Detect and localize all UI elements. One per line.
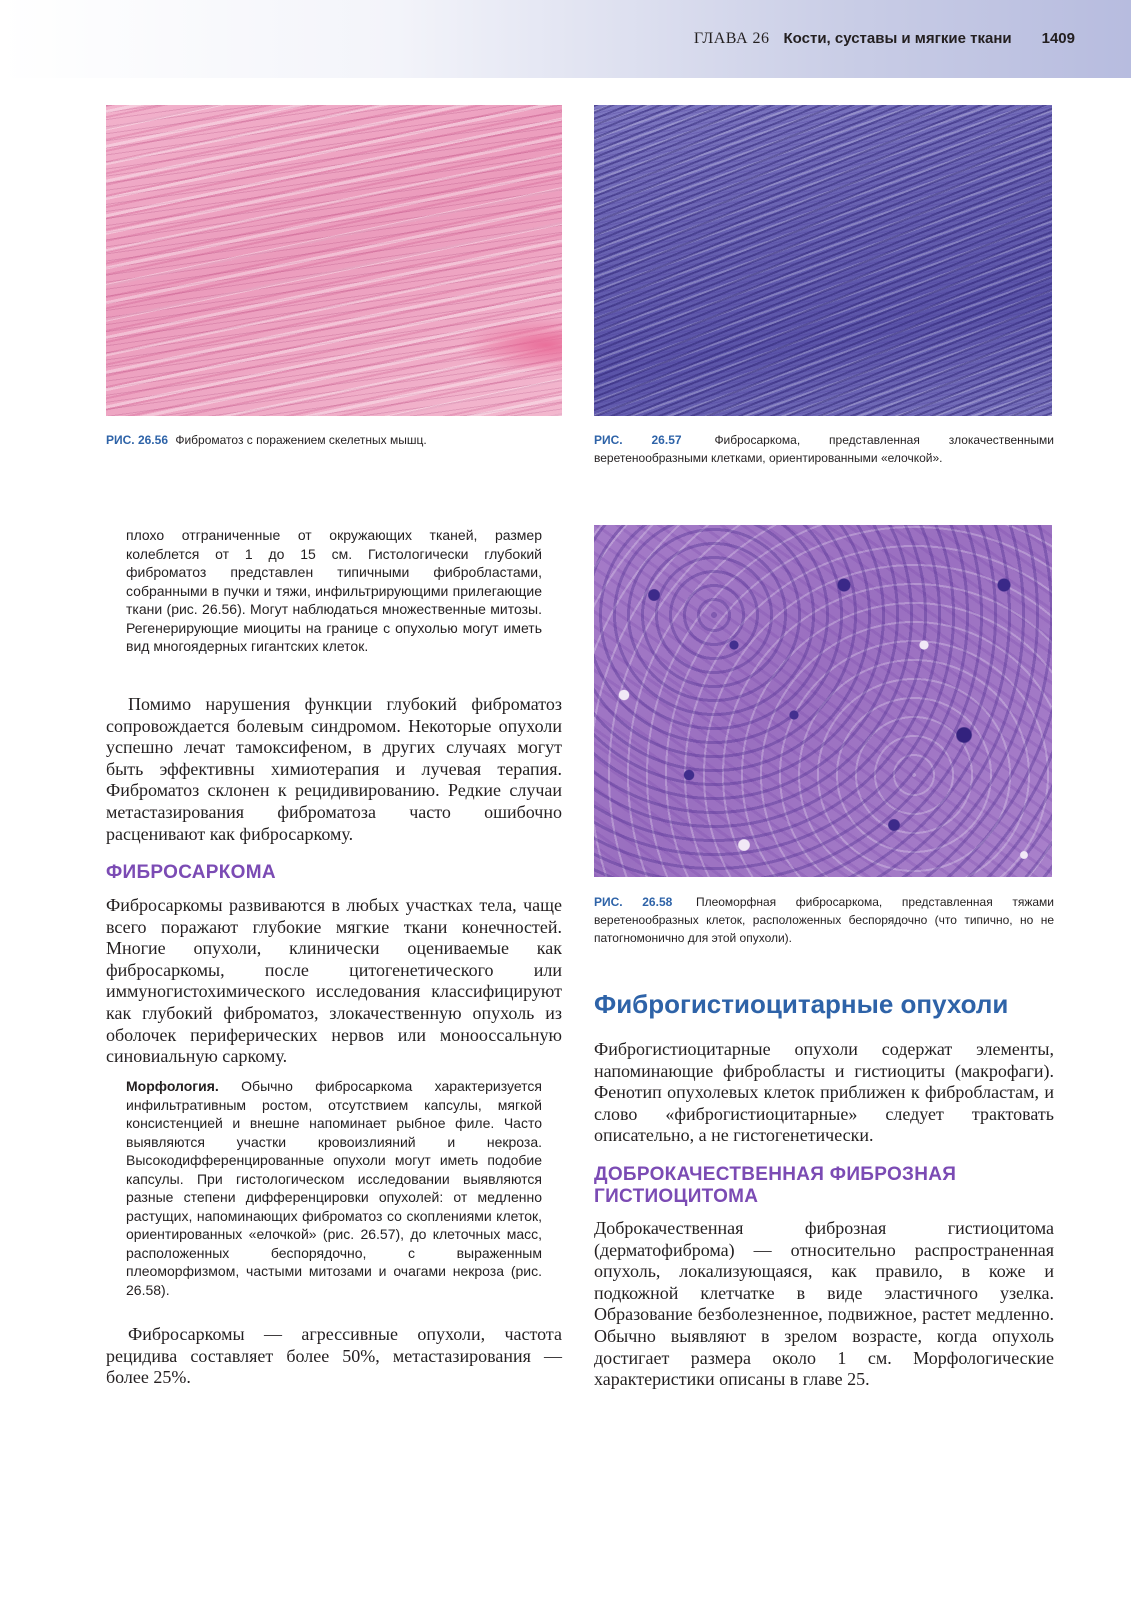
paragraph-fibrosarcoma-aggressive: Фибросаркомы — агрессивные опухоли, частота рецидива составляет более 50%, метастазирования — более 25%. bbox=[106, 1324, 562, 1388]
chapter-title: Кости, суставы и мягкие ткани bbox=[783, 30, 1012, 47]
paragraph-fibrosarcoma: Фибросаркомы развиваются в любых участках тела, чаще всего поражают глубокие мягкие ткани конечностей. Многие опухоли, клинически оцениваемые как фибросаркомы, после цитогенетического или иммуногистохимического исследования классифицируют как глубокий фиброматоз, злокачественную опухоль из оболочек периферических нервов или монооссальную синовиальную саркому. bbox=[106, 895, 562, 1067]
running-header bbox=[694, 30, 1075, 48]
caption-text: Плеоморфная фибросаркома, представленная тяжами веретенообразных клеток, расположенных беспорядочно (что типично, но не патогномонично для этой опухоли). bbox=[594, 895, 1054, 945]
chapter-label: ГЛАВА 26 bbox=[693, 30, 770, 47]
figure-label: РИС. 26.58 bbox=[594, 895, 673, 909]
caption-text: Фибросаркома, представленная злокачественными веретенообразными клетками, ориентированными «елочкой». bbox=[594, 433, 1054, 465]
figure-26-57-caption bbox=[594, 431, 1054, 467]
paragraph-benign-fibrous-histiocytoma: Доброкачественная фиброзная гистиоцитома (дерматофиброма) — относительно распространенная опухоль, локализующаяся, как правило, в коже и подкожной клетчатке в виде эластичного узелка. Образование безболезненное, подвижное, растет медленно. Обычно выявляют в зрелом возрасте, когда опухоль достигает размера около 1 см. Морфологические характеристики описаны в главе 25. bbox=[594, 1218, 1054, 1390]
morphology-continuation: плохо отграниченные от окружающих тканей, размер колеблется от 1 до 15 см. Гистологически глубокий фиброматоз представлен типичными фибробластами, собранными в пучки и тяжи, инфильтрирующими прилегающие ткани (рис. 26.56). Могут наблюдаться множественные митозы. Регенерирующие миоциты на границе с опухолью могут иметь вид многоядерных гигантских клеток. bbox=[126, 527, 542, 654]
heading-fibrohistiocytic-tumors: Фиброгистиоцитарные опухоли bbox=[594, 989, 1009, 1019]
page-number: 1409 bbox=[1041, 30, 1075, 47]
morphology-text: Обычно фибросаркома характеризуется инфильтративным ростом, отсутствием капсулы, мягкой консистенцией и внешне напоминает рыбное филе. Часто выявляются участки кровоизлияний и некроза. Высокодифференцированные опухоли могут иметь подобие капсулы. При гистологическом исследовании выявляются разные степени дифференцировки опухолей: от медленно растущих, напоминающих фиброматоз со скоплениями клеток, ориентированных «елочкой» (рис. 26.57), до клеточных масс, расположенных беспорядочно, с выраженным плеоморфизмом, частыми митозами и очагами некроза (рис. 26.58). bbox=[126, 1078, 543, 1298]
figure-label: РИС. 26.57 bbox=[594, 433, 682, 447]
morphology-label: Морфология. bbox=[126, 1078, 219, 1094]
paragraph-fibromatosis-treatment: Помимо нарушения функции глубокий фиброматоз сопровождается болевым синдромом. Некоторые опухоли успешно лечат тамоксифеном, в других случаях могут быть эффективны химиотерапия и лучевая терапия. Фиброматоз склонен к рецидивированию. Редкие случаи метастазирования фиброматоза часто ошибочно расценивают как фибросаркому. bbox=[106, 694, 562, 844]
caption-text: Фиброматоз с поражением скелетных мышц. bbox=[175, 433, 427, 447]
figure-26-58-histology-image bbox=[594, 525, 1052, 877]
heading-fibrosarcoma: ФИБРОСАРКОМА bbox=[106, 862, 276, 883]
figure-26-56-histology-image bbox=[106, 105, 562, 416]
morphology-block bbox=[126, 1077, 542, 1299]
figure-label: РИС. 26.56 bbox=[106, 433, 168, 447]
figure-26-57-histology-image bbox=[594, 105, 1052, 416]
heading-benign-fibrous-histiocytoma: ДОБРОКАЧЕСТВЕННАЯ ФИБРОЗНАЯ ГИСТИОЦИТОМА bbox=[594, 1164, 957, 1207]
paragraph-fibrohistiocytic: Фиброгистиоцитарные опухоли содержат элементы, напоминающие фибробласты и гистиоциты (макрофаги). Фенотип опухолевых клеток приближен к фибробластам, и слово «фиброгистиоцитарные» следует трактовать описательно, а не гистогенетически. bbox=[594, 1039, 1054, 1146]
figure-26-56-caption bbox=[106, 431, 566, 449]
figure-26-58-caption bbox=[594, 893, 1054, 947]
